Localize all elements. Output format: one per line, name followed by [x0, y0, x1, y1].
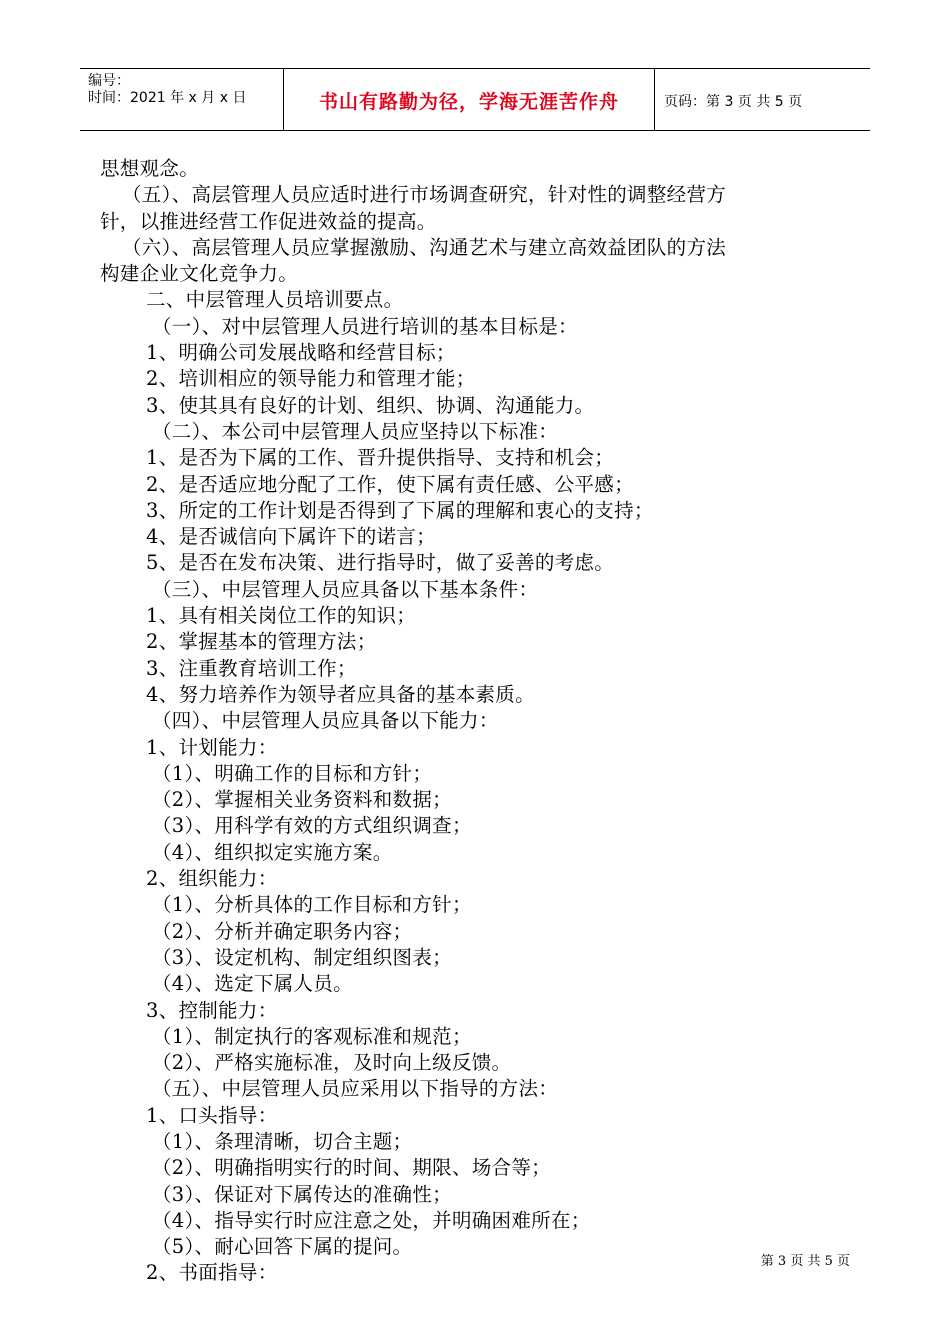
body-line: （2）、严格实施标准，及时向上级反馈。 — [152, 1051, 512, 1075]
body-line: 2、培训相应的领导能力和管理才能； — [146, 367, 476, 391]
body-line: 构建企业文化竞争力。 — [100, 262, 299, 286]
page-footer: 第 3 页 共 5 页 — [760, 1254, 850, 1269]
body-line: 1、口头指导： — [146, 1103, 278, 1127]
body-line: 5、是否在发布决策、进行指导时，做了妥善的考虑。 — [146, 551, 615, 575]
body-line: 2、是否适应地分配了工作，使下属有责任感、公平感； — [146, 472, 634, 496]
body-line: 1、计划能力： — [146, 735, 278, 759]
body-line: （一）、对中层管理人员进行培训的基本目标是： — [152, 314, 578, 338]
header-meta-cell — [80, 69, 284, 130]
body-line: （2）、分析并确定职务内容； — [152, 919, 413, 943]
header-page-code: 页码：第 3 页 共 5 页 — [664, 94, 803, 110]
body-line: 2、书面指导： — [146, 1261, 278, 1285]
body-line: （1）、制定执行的客观标准和规范； — [152, 1024, 472, 1048]
body-line: 3、控制能力： — [146, 998, 278, 1022]
body-line: （3）、设定机构、制定组织图表； — [152, 945, 452, 969]
body-line: （1）、条理清晰，切合主题； — [152, 1129, 413, 1153]
body-line: （六）、高层管理人员应掌握激励、沟通艺术与建立高效益团队的方法 — [122, 235, 727, 259]
body-line: 1、具有相关岗位工作的知识； — [146, 604, 417, 628]
body-line: 2、掌握基本的管理方法； — [146, 630, 377, 654]
date-label: 时间：2021 年 x 月 x 日 — [88, 90, 247, 106]
body-line: （2）、明确指明实行的时间、期限、场合等； — [152, 1156, 551, 1180]
document-header — [80, 68, 870, 131]
body-line: （4）、指导实行时应注意之处，并明确困难所在； — [152, 1208, 591, 1232]
body-line: （4）、组织拟定实施方案。 — [152, 840, 393, 864]
body-line: （五）、中层管理人员应采用以下指导的方法： — [152, 1077, 559, 1101]
body-line: 1、明确公司发展战略和经营目标； — [146, 341, 456, 365]
motto-text: 书山有路勤为径，学海无涯苦作舟 — [318, 91, 619, 113]
body-line: 3、注重教育培训工作； — [146, 656, 357, 680]
body-line: （3）、用科学有效的方式组织调查； — [152, 814, 472, 838]
body-line: 3、使其具有良好的计划、组织、协调、沟通能力。 — [146, 393, 595, 417]
body-line: 4、努力培养作为领导者应具备的基本素质。 — [146, 682, 535, 706]
body-line: 3、所定的工作计划是否得到了下属的理解和衷心的支持； — [146, 498, 654, 522]
body-line: （四）、中层管理人员应具备以下能力： — [152, 709, 499, 733]
body-line: （5）、耐心回答下属的提问。 — [152, 1235, 413, 1259]
body-line: 2、组织能力： — [146, 867, 278, 891]
body-line: 针，以推进经营工作促进效益的提高。 — [100, 209, 437, 233]
number-label: 编号： — [88, 73, 130, 89]
body-line: 二、中层管理人员培训要点。 — [146, 288, 404, 312]
body-line: 4、是否诚信向下属许下的诺言； — [146, 525, 436, 549]
body-line: （五）、高层管理人员应适时进行市场调查研究，针对性的调整经营方 — [122, 183, 727, 207]
body-line: （1）、分析具体的工作目标和方针； — [152, 893, 472, 917]
body-line: （三）、中层管理人员应具备以下基本条件： — [152, 577, 539, 601]
document-body — [100, 156, 860, 1287]
body-line: （4）、选定下属人员。 — [152, 972, 353, 996]
body-line: （2）、掌握相关业务资料和数据； — [152, 788, 452, 812]
body-line: （1）、明确工作的目标和方针； — [152, 761, 433, 785]
body-line: （3）、保证对下属传达的准确性； — [152, 1182, 452, 1206]
body-line: （二）、本公司中层管理人员应坚持以下标准： — [152, 419, 559, 443]
body-line: 思想观念。 — [100, 157, 200, 180]
body-line: 1、是否为下属的工作、晋升提供指导、支持和机会； — [146, 446, 615, 470]
header-page-cell — [655, 69, 870, 130]
header-motto-cell — [284, 69, 655, 130]
